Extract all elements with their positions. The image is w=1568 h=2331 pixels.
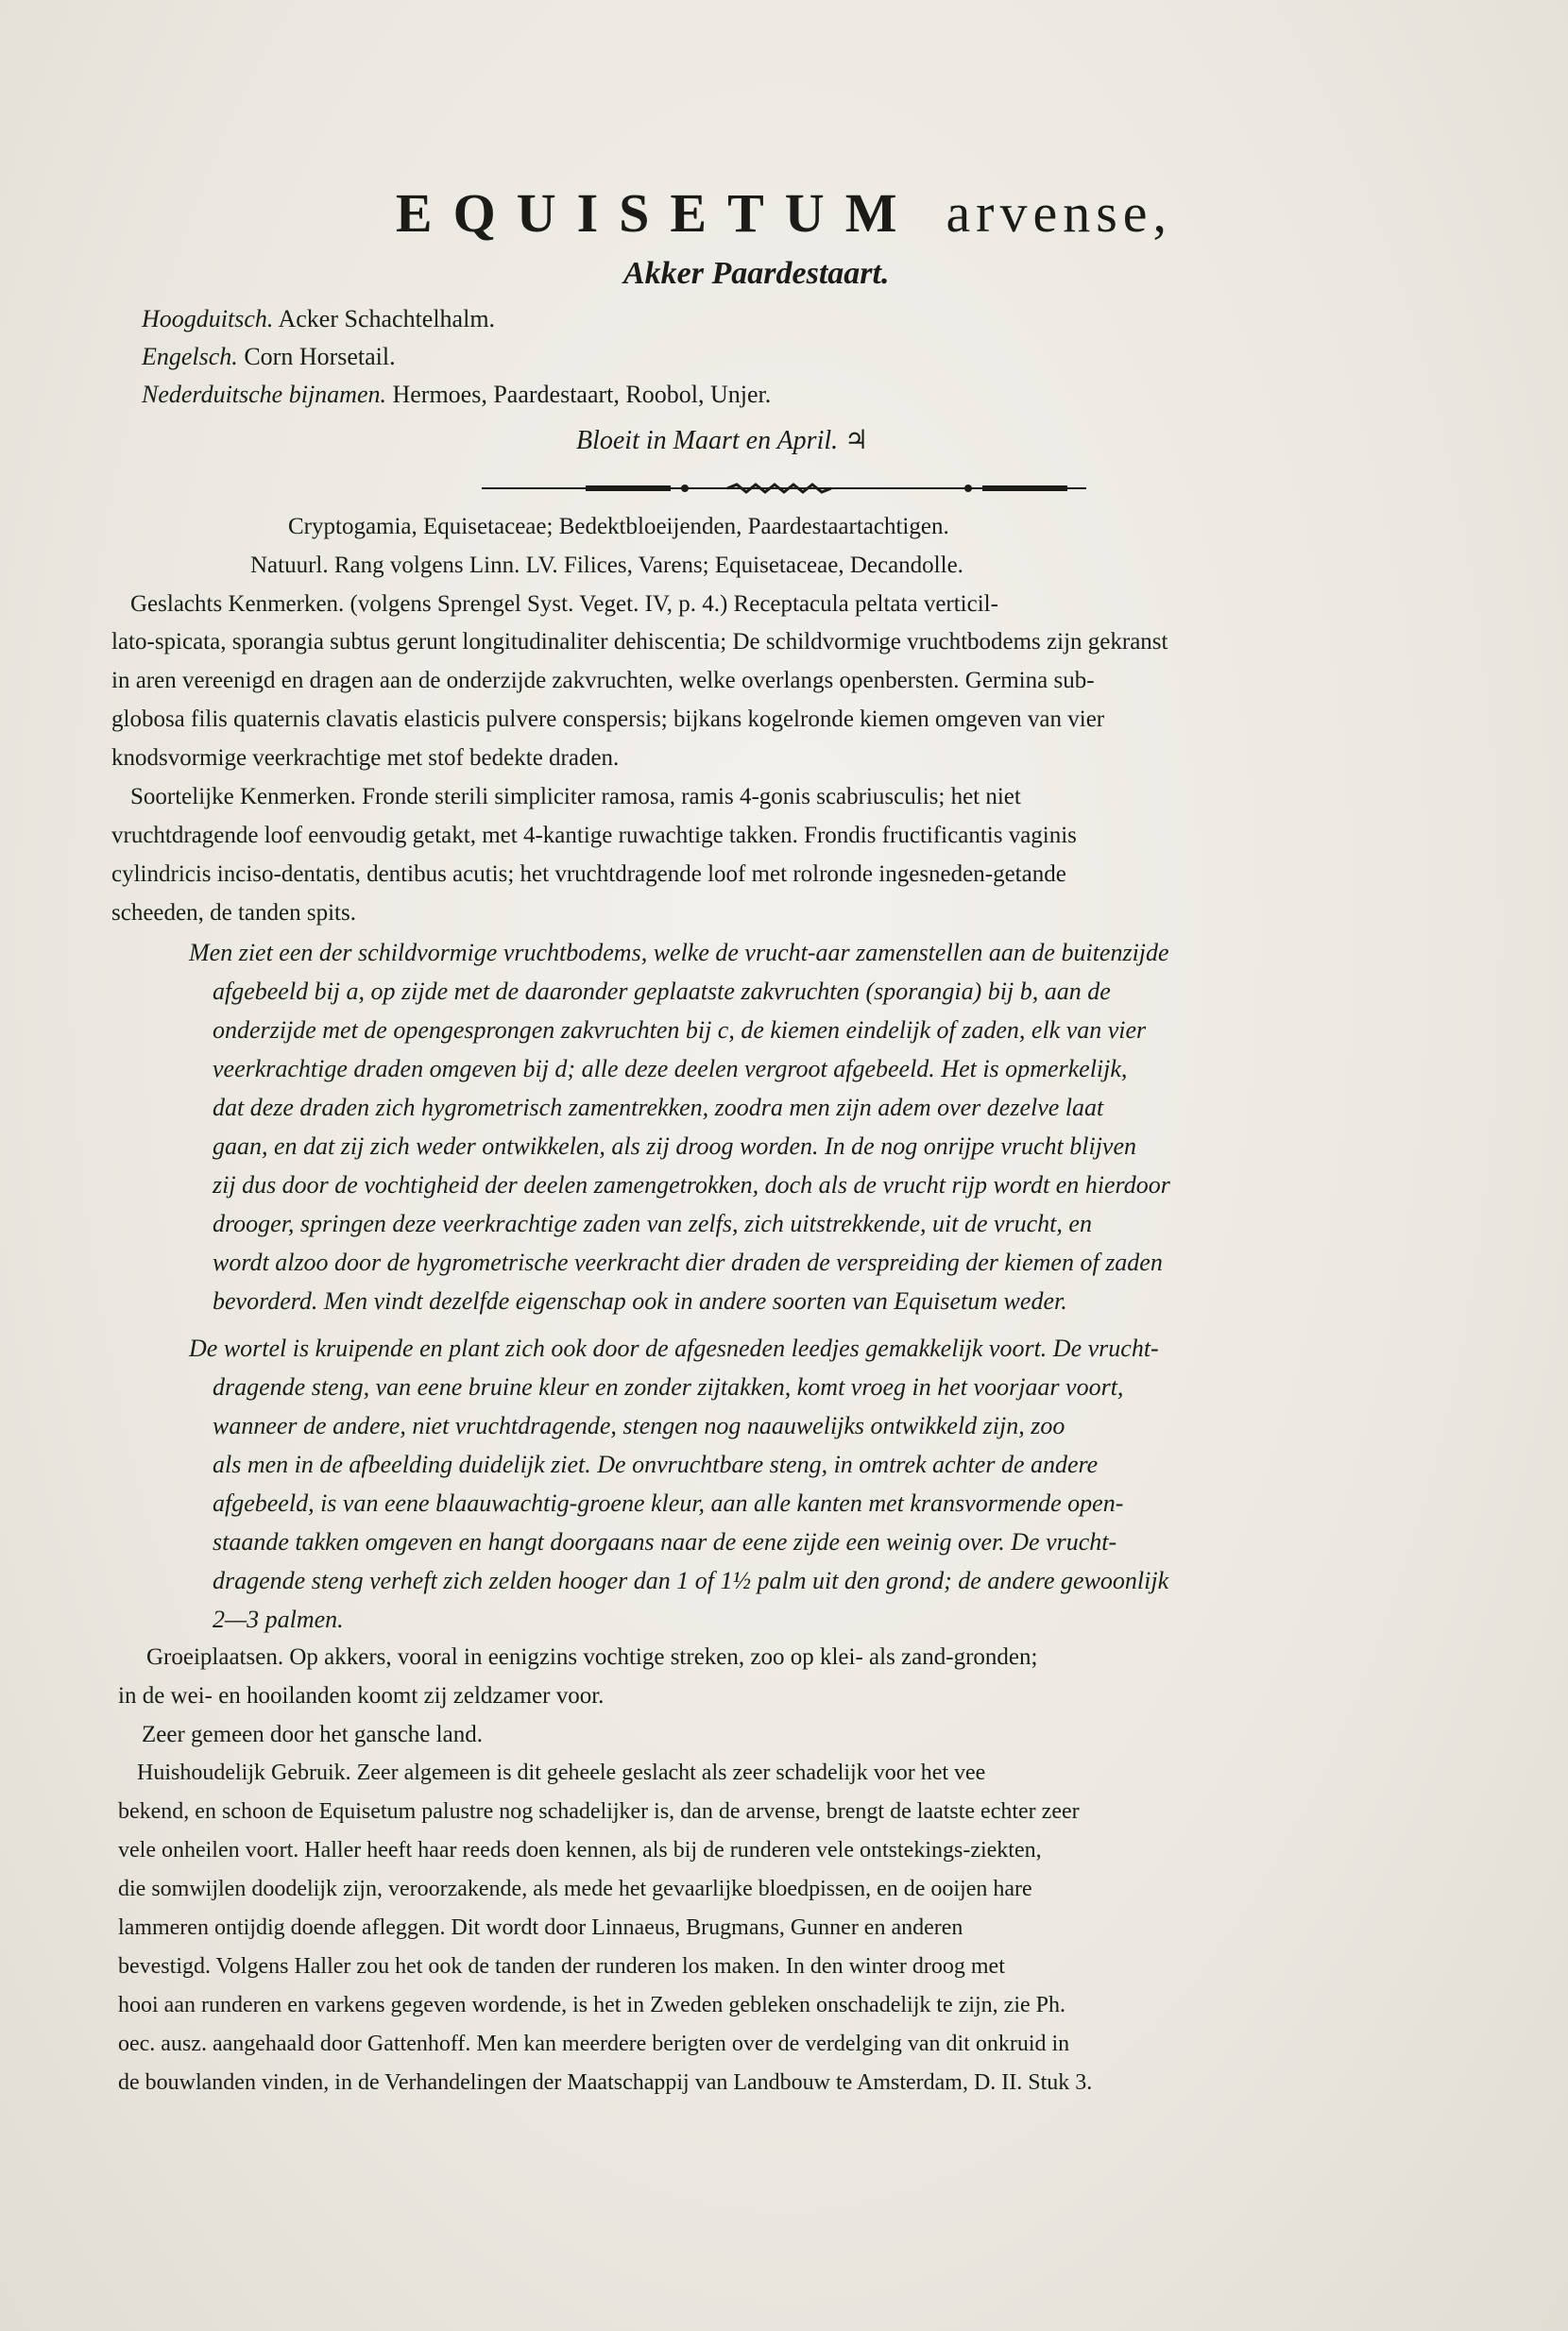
decorative-rule <box>482 482 1086 495</box>
italic-line: als men in de afbeelding duidelijk ziet. De onvruchtbare steng, in omtrek achter de andere <box>213 1451 1099 1478</box>
text-line: cylindricis inciso-dentatis, dentibus acutis; het vruchtdragende loof met rolronde ingesneden-getande <box>111 861 1066 887</box>
text-line: bekend, en schoon de Equisetum palustre nog schadelijker is, dan de arvense, brengt de laatste echter zeer <box>118 1799 1080 1824</box>
italic-line: drooger, springen deze veerkrachtige zaden van zelfs, zich uitstrekkende, uit de vrucht, en <box>213 1210 1092 1237</box>
genus-characters-line: Geslachts Kenmerken. (volgens Sprengel Syst. Veget. IV, p. 4.) Receptacula peltata verticil- <box>130 591 998 617</box>
text-line: bevestigd. Volgens Haller zou het ook de tanden der runderen los maken. In den winter droog met <box>118 1954 1005 1979</box>
text-line: in de wei- en hooilanden koomt zij zeldzamer voor. <box>118 1683 605 1709</box>
italic-line: dragende steng verheft zich zelden hooger dan 1 of 1½ palm uit den grond; de andere gewoonlijk <box>213 1567 1169 1594</box>
italic-line: dragende steng, van eene bruine kleur en zonder zijtakken, komt vroeg in het voorjaar voort, <box>213 1373 1124 1401</box>
habitat-line: Groeiplaatsen. Op akkers, vooral in eenigzins vochtige streken, zoo op klei- als zand-gronden; <box>146 1644 1038 1670</box>
species-characters-line: Soortelijke Kenmerken. Fronde sterili simpliciter ramosa, ramis 4-gonis scabriusculis; het niet <box>130 784 1021 809</box>
subtitle: Akker Paardestaart. <box>623 256 890 291</box>
name-value: Acker Schachtelhalm. <box>278 305 496 332</box>
title-genus: EQUISETUM <box>395 182 918 244</box>
italic-line: onderzijde met de opengesprongen zakvruchten bij c, de kiemen eindelijk of zaden, elk van vier <box>213 1016 1147 1044</box>
italic-line: bevorderd. Men vindt dezelfde eigenschap ook in andere soorten van Equisetum weder. <box>213 1287 1067 1315</box>
text-line: de bouwlanden vinden, in de Verhandelingen der Maatschappij van Landbouw te Amsterdam, D. II. Stuk 3. <box>118 2070 1093 2095</box>
text-line: knodsvormige veerkrachtige met stof bedekte draden. <box>111 745 620 771</box>
italic-line: staande takken omgeven en hangt doorgaans naar de eene zijde een weinig over. De vrucht- <box>213 1528 1117 1556</box>
flowering-note: Bloeit in Maart en April. ♃ <box>576 426 869 455</box>
italic-line: zij dus door de vochtigheid der deelen zamengetrokken, doch als de vrucht rijp wordt en hierdoor <box>213 1171 1170 1199</box>
name-row <box>142 380 771 409</box>
text-line: oec. ausz. aangehaald door Gattenhoff. Men kan meerdere berigten over de verdelging van dit onkruid in <box>118 2032 1070 2056</box>
text-line: Zeer gemeen door het gansche land. <box>142 1722 483 1747</box>
text-line: lammeren ontijdig doende afleggen. Dit wordt door Linnaeus, Brugmans, Gunner en anderen <box>118 1915 963 1940</box>
name-row <box>142 304 495 333</box>
title-species: arvense, <box>946 182 1173 244</box>
italic-line: gaan, en dat zij zich weder ontwikkelen, als zij droog worden. In de nog onrijpe vrucht blijven <box>213 1132 1136 1160</box>
italic-line: veerkrachtige draden omgeven bij d; alle deze deelen vergroot afgebeeld. Het is opmerkelijk, <box>213 1055 1128 1082</box>
page-title <box>0 181 1568 245</box>
name-label: Engelsch. <box>142 343 238 370</box>
italic-line: afgebeeld, is van eene blaauwachtig-groene kleur, aan alle kanten met kransvormende open- <box>213 1489 1124 1517</box>
text-line: lato-spicata, sporangia subtus gerunt longitudinaliter dehiscentia; De schildvormige vruchtbodems zijn gekranst <box>111 629 1168 655</box>
name-label: Nederduitsche bijnamen. <box>142 381 386 408</box>
text-line: globosa filis quaternis clavatis elasticis pulvere conspersis; bijkans kogelronde kiemen omgeven van vier <box>111 706 1105 732</box>
use-line: Huishoudelijk Gebruik. Zeer algemeen is dit geheele geslacht als zeer schadelijk voor het vee <box>137 1761 986 1785</box>
italic-line: 2—3 palmen. <box>213 1606 344 1633</box>
name-value: Corn Horsetail. <box>244 343 396 370</box>
name-row <box>142 342 396 371</box>
text-line: hooi aan runderen en varkens gegeven wordende, is het in Zweden gebleken onschadelijk te zijn, zie Ph. <box>118 1993 1065 2017</box>
text-line: in aren vereenigd en dragen aan de onderzijde zakvruchten, welke overlangs openbersten. Germina sub- <box>111 668 1095 693</box>
name-label: Hoogduitsch. <box>142 305 274 332</box>
natural-rank-line: Natuurl. Rang volgens Linn. LV. Filices, Varens; Equisetaceae, Decandolle. <box>250 553 963 578</box>
italic-line: dat deze draden zich hygrometrisch zamentrekken, zoodra men zijn adem over dezelve laat <box>213 1094 1104 1121</box>
text-line: scheeden, de tanden spits. <box>111 900 356 926</box>
text-line: vruchtdragende loof eenvoudig getakt, met 4-kantige ruwachtige takken. Frondis fructificantis vaginis <box>111 823 1077 848</box>
name-value: Hermoes, Paardestaart, Roobol, Unjer. <box>392 381 772 408</box>
italic-line: Men ziet een der schildvormige vruchtbodems, welke de vrucht-aar zamenstellen aan de buitenzijde <box>189 939 1169 966</box>
italic-line: De wortel is kruipende en plant zich ook door de afgesneden leedjes gemakkelijk voort. De vrucht- <box>189 1335 1159 1362</box>
italic-line: afgebeeld bij a, op zijde met de daaronder geplaatste zakvruchten (sporangia) bij b, aan de <box>213 978 1111 1005</box>
text-line: die somwijlen doodelijk zijn, veroorzakende, als mede het gevaarlijke bloedpissen, en de ooijen hare <box>118 1877 1032 1901</box>
text-line: vele onheilen voort. Haller heeft haar reeds doen kennen, als bij de runderen vele ontstekings-ziekten, <box>118 1838 1042 1863</box>
italic-line: wordt alzoo door de hygrometrische veerkracht dier draden de verspreiding der kiemen of zaden <box>213 1249 1163 1276</box>
italic-line: wanneer de andere, niet vruchtdragende, stengen nog naauwelijks ontwikkeld zijn, zoo <box>213 1412 1065 1439</box>
classification-line: Cryptogamia, Equisetaceae; Bedektbloeijenden, Paardestaartachtigen. <box>288 514 949 539</box>
